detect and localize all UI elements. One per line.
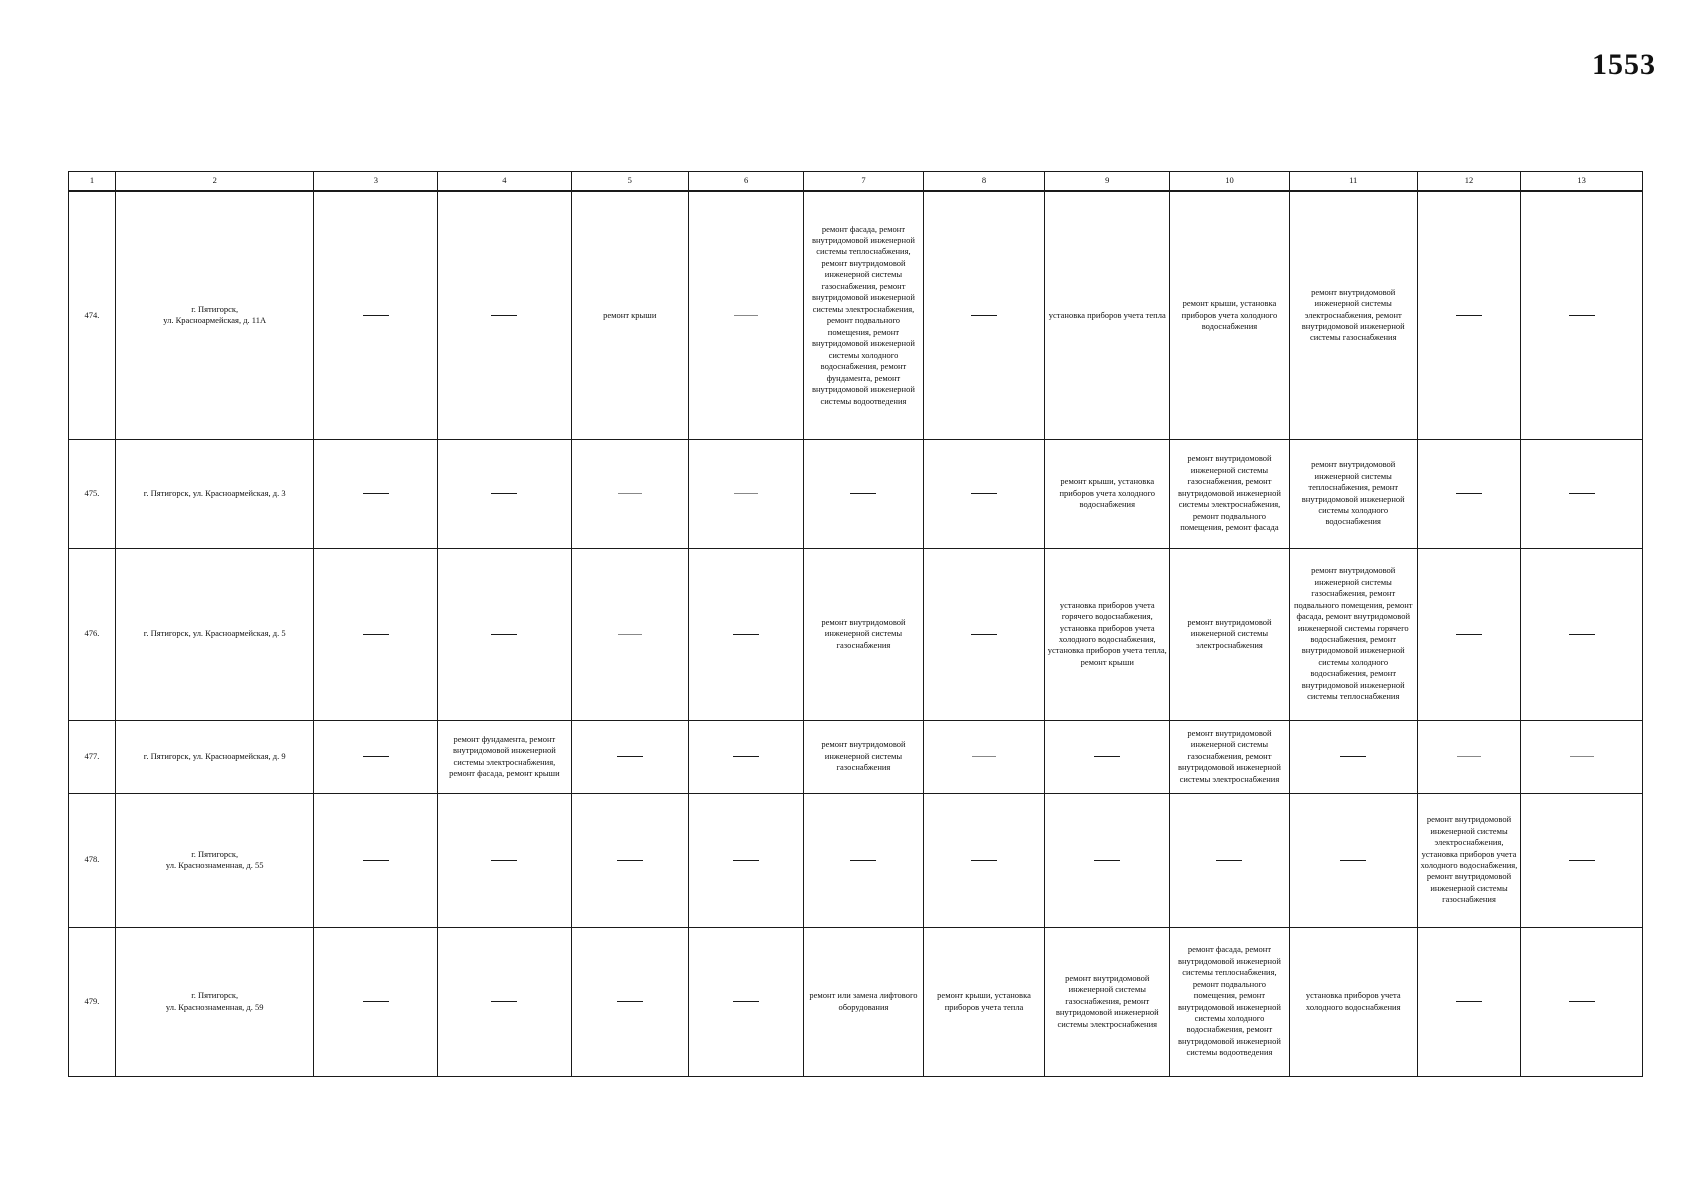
- row-number: 479.: [69, 927, 116, 1076]
- table-row: [69, 927, 1643, 1076]
- dash-mark: [733, 756, 759, 757]
- table-cell: [1521, 548, 1643, 720]
- table-cell: ремонт внутридомовой инженерной системы электроснабжения: [1170, 548, 1290, 720]
- row-number: 476.: [69, 548, 116, 720]
- dash-mark: [363, 860, 389, 861]
- address-line: г. Пятигорск, ул. Красноармейская, д. 9: [143, 750, 286, 761]
- address-cell: [115, 548, 313, 720]
- dash-mark: [1094, 860, 1120, 861]
- table-cell: [571, 439, 688, 548]
- table-row: [69, 793, 1643, 927]
- dash-mark: [850, 493, 876, 494]
- address-line: ул. Красноармейская, д. 11А: [163, 315, 267, 326]
- address-cell: [115, 720, 313, 793]
- dash-mark: [1457, 756, 1481, 757]
- dash-mark: [618, 493, 642, 494]
- row-number: 475.: [69, 439, 116, 548]
- table-cell: [1045, 720, 1170, 793]
- dash-mark: [971, 493, 997, 494]
- dash-mark: [618, 634, 642, 635]
- dash-mark: [491, 1001, 517, 1002]
- table-cell: [1417, 191, 1521, 439]
- dash-mark: [617, 860, 643, 861]
- dash-mark: [1456, 493, 1482, 494]
- table-cell: ремонт внутридомовой инженерной системы газоснабжения, ремонт внутридомовой инженерной системы электроснабжения: [1045, 927, 1170, 1076]
- table-cell: [314, 548, 438, 720]
- table-cell: ремонт крыши: [571, 191, 688, 439]
- address-cell: [115, 927, 313, 1076]
- dash-mark: [733, 860, 759, 861]
- dash-mark: [971, 634, 997, 635]
- dash-mark: [617, 756, 643, 757]
- table-cell: ремонт или замена лифтового оборудования: [804, 927, 924, 1076]
- table-row: [69, 191, 1643, 439]
- table-cell: [571, 793, 688, 927]
- dash-mark: [734, 493, 758, 494]
- table-cell: [314, 191, 438, 439]
- dash-mark: [972, 756, 996, 757]
- table-cell: [438, 927, 571, 1076]
- column-header: 1: [69, 172, 116, 192]
- dash-mark: [363, 634, 389, 635]
- table-cell: [923, 191, 1045, 439]
- column-header: 9: [1045, 172, 1170, 192]
- table-cell: ремонт внутридомовой инженерной системы теплоснабжения, ремонт внутридомовой инженерной системы холодного водоснабжения: [1289, 439, 1417, 548]
- dash-mark: [363, 493, 389, 494]
- address-line: г. Пятигорск,: [191, 990, 239, 1001]
- address-line: г. Пятигорск, ул. Красноармейская, д. 5: [143, 628, 286, 639]
- table-cell: ремонт внутридомовой инженерной системы газоснабжения: [804, 720, 924, 793]
- dash-mark: [734, 315, 758, 316]
- table-cell: [688, 548, 803, 720]
- dash-mark: [491, 860, 517, 861]
- column-header: 3: [314, 172, 438, 192]
- capital-repair-table: [68, 171, 1643, 1077]
- dash-mark: [733, 634, 759, 635]
- table-cell: [1417, 927, 1521, 1076]
- column-header: 11: [1289, 172, 1417, 192]
- table-cell: [1289, 720, 1417, 793]
- dash-mark: [971, 860, 997, 861]
- table-cell: [314, 927, 438, 1076]
- column-header: 7: [804, 172, 924, 192]
- column-header: 12: [1417, 172, 1521, 192]
- dash-mark: [1569, 315, 1595, 316]
- row-number: 477.: [69, 720, 116, 793]
- address-cell: [115, 439, 313, 548]
- dash-mark: [491, 634, 517, 635]
- row-number: 474.: [69, 191, 116, 439]
- table-cell: ремонт крыши, установка приборов учета тепла: [923, 927, 1045, 1076]
- table-cell: [571, 548, 688, 720]
- table-cell: [1521, 793, 1643, 927]
- table-row: [69, 720, 1643, 793]
- table-cell: ремонт крыши, установка приборов учета холодного водоснабжения: [1045, 439, 1170, 548]
- row-number: 478.: [69, 793, 116, 927]
- dash-mark: [1569, 1001, 1595, 1002]
- dash-mark: [1570, 756, 1594, 757]
- table-cell: [1417, 548, 1521, 720]
- dash-mark: [850, 860, 876, 861]
- table-cell: [804, 439, 924, 548]
- table-cell: [1521, 720, 1643, 793]
- address-line: г. Пятигорск, ул. Красноармейская, д. 3: [143, 487, 286, 498]
- dash-mark: [1569, 493, 1595, 494]
- address-line: г. Пятигорск,: [191, 303, 239, 314]
- column-header: 4: [438, 172, 571, 192]
- table-cell: [1170, 793, 1290, 927]
- table-cell: [688, 927, 803, 1076]
- dash-mark: [1456, 634, 1482, 635]
- dash-mark: [363, 1001, 389, 1002]
- table-cell: [314, 439, 438, 548]
- table-cell: [314, 720, 438, 793]
- table-cell: ремонт внутридомовой инженерной системы газоснабжения, ремонт подвального помещения, ремонт фасада, ремонт внутридомовой инженерной системы горячего водоснабжения, ремонт внутридомовой инженерной системы холодного водоснабжения, ремонт внутридомовой инженерной системы теплоснабжения: [1289, 548, 1417, 720]
- address-cell: [115, 191, 313, 439]
- table-cell: установка приборов учета горячего водоснабжения, установка приборов учета холодного водоснабжения, установка приборов учета тепла, ремонт крыши: [1045, 548, 1170, 720]
- table-cell: [438, 191, 571, 439]
- table-cell: [923, 548, 1045, 720]
- table-cell: [688, 720, 803, 793]
- table-cell: [438, 439, 571, 548]
- page-number: 1553: [1592, 48, 1656, 81]
- table-cell: ремонт крыши, установка приборов учета холодного водоснабжения: [1170, 191, 1290, 439]
- table-cell: ремонт фундамента, ремонт внутридомовой инженерной системы электроснабжения, ремонт фасада, ремонт крыши: [438, 720, 571, 793]
- table-cell: ремонт фасада, ремонт внутридомовой инженерной системы теплоснабжения, ремонт подвального помещения, ремонт внутридомовой инженерной системы холодного водоснабжения, ремонт внутридомовой инженерной системы водоотведения: [1170, 927, 1290, 1076]
- dash-mark: [1216, 860, 1242, 861]
- address-line: ул. Краснознаменная, д. 59: [165, 1001, 264, 1012]
- dash-mark: [363, 315, 389, 316]
- table-cell: ремонт внутридомовой инженерной системы электроснабжения, установка приборов учета холодного водоснабжения, ремонт внутридомовой инженерной системы газоснабжения: [1417, 793, 1521, 927]
- table-cell: установка приборов учета холодного водоснабжения: [1289, 927, 1417, 1076]
- address-line: г. Пятигорск,: [191, 848, 239, 859]
- dash-mark: [1569, 634, 1595, 635]
- table-cell: [438, 548, 571, 720]
- dash-mark: [363, 756, 389, 757]
- table-cell: [438, 793, 571, 927]
- column-header: 8: [923, 172, 1045, 192]
- dash-mark: [491, 315, 517, 316]
- table-cell: [1289, 793, 1417, 927]
- table-cell: [1417, 720, 1521, 793]
- table-cell: [1521, 439, 1643, 548]
- column-header: 13: [1521, 172, 1643, 192]
- dash-mark: [1456, 1001, 1482, 1002]
- table-cell: ремонт внутридомовой инженерной системы электроснабжения, ремонт внутридомовой инженерной системы газоснабжения: [1289, 191, 1417, 439]
- dash-mark: [971, 315, 997, 316]
- table-cell: [923, 793, 1045, 927]
- table-cell: [571, 927, 688, 1076]
- table-cell: [688, 793, 803, 927]
- address-cell: [115, 793, 313, 927]
- column-header: 5: [571, 172, 688, 192]
- table-cell: [571, 720, 688, 793]
- table-cell: [688, 191, 803, 439]
- table-cell: [1521, 927, 1643, 1076]
- dash-mark: [1340, 860, 1366, 861]
- column-header: 10: [1170, 172, 1290, 192]
- dash-mark: [733, 1001, 759, 1002]
- table-cell: [923, 720, 1045, 793]
- column-header: 6: [688, 172, 803, 192]
- table-cell: [804, 793, 924, 927]
- table-cell: [923, 439, 1045, 548]
- table-cell: ремонт внутридомовой инженерной системы газоснабжения, ремонт внутридомовой инженерной системы электроснабжения, ремонт подвального помещения, ремонт фасада: [1170, 439, 1290, 548]
- table-cell: [1417, 439, 1521, 548]
- table-row: [69, 439, 1643, 548]
- column-header: 2: [115, 172, 313, 192]
- table-cell: установка приборов учета тепла: [1045, 191, 1170, 439]
- table-cell: [1521, 191, 1643, 439]
- table-cell: [314, 793, 438, 927]
- table-cell: ремонт фасада, ремонт внутридомовой инженерной системы теплоснабжения, ремонт внутридомовой инженерной системы газоснабжения, ремонт внутридомовой инженерной системы электроснабжения, ремонт подвального помещения, ремонт внутридомовой инженерной системы холодного водоснабжения, ремонт фундамента, ремонт внутридомовой инженерной системы водоотведения: [804, 191, 924, 439]
- table-cell: ремонт внутридомовой инженерной системы газоснабжения, ремонт внутридомовой инженерной системы электроснабжения: [1170, 720, 1290, 793]
- dash-mark: [1456, 315, 1482, 316]
- column-number-row: [69, 172, 1643, 192]
- dash-mark: [1340, 756, 1366, 757]
- dash-mark: [491, 493, 517, 494]
- address-line: ул. Краснознаменная, д. 55: [165, 860, 264, 870]
- table-cell: [1045, 793, 1170, 927]
- dash-mark: [617, 1001, 643, 1002]
- dash-mark: [1094, 756, 1120, 757]
- table-cell: ремонт внутридомовой инженерной системы газоснабжения: [804, 548, 924, 720]
- table-cell: [688, 439, 803, 548]
- table-row: [69, 548, 1643, 720]
- dash-mark: [1569, 860, 1595, 861]
